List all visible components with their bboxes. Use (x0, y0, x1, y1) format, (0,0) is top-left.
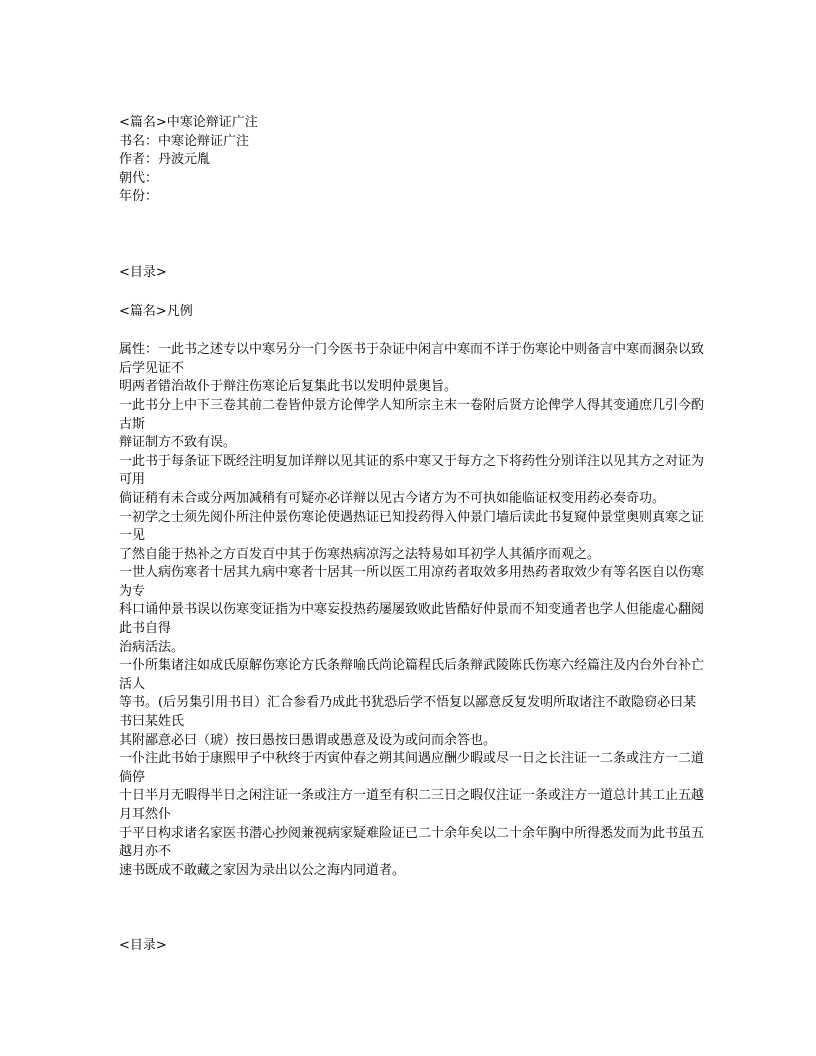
body-line: 一此书分上中下三卷其前二卷皆仲景方论俾学人知所宗主末一卷附后贤方论俾学人得其变通庶几引今酌古斯 (119, 397, 705, 432)
body-text (119, 341, 709, 880)
toc-link[interactable]: <目录> (119, 938, 167, 954)
body-line: 十日半月无暇得半日之闲注证一条或注方一道至有积二三日之暇仅注证一条或注方一道总计其工止五越月耳然仆 (119, 788, 705, 822)
section-title: <篇名>凡例 (119, 303, 193, 319)
document-page (119, 114, 709, 956)
toc-link[interactable]: <目录> (119, 264, 167, 280)
spacer (119, 321, 709, 341)
body-line: 明两者错治故仆于辩注伤寒论后复集此书以发明仲景奥旨。 (119, 379, 458, 395)
body-line: 一仆注此书始于康熙甲子中秋终于丙寅仲春之朔其间遇应酬少暇或尽一日之长注证一二条或注方一二道倘停 (119, 751, 705, 785)
body-line: 科口诵仲景书误以伤寒变证指为中寒妄投热药屡屡致败此皆酷好仲景而不知变通者也学人但能虚心翻阅此书自得 (119, 602, 705, 637)
piece-name: <篇名>中寒论辩证广注 (119, 115, 258, 130)
spacer (119, 283, 709, 303)
body-line: 属性：一此书之述专以中寒另分一门今医书于杂证中闲言中寒而不详于伤寒论中则备言中寒而溷杂以致后学见证不 (119, 342, 705, 376)
body-line: 一仆所集诸注如成氏原解伤寒论方氏条辩喻氏尚论篇程氏后条辩武陵陈氏伤寒六经篇注及内台外台补亡活人 (119, 658, 705, 692)
spacer (119, 207, 709, 264)
dynasty: 朝代： (119, 170, 159, 186)
body-line: 于平日构求诸名家医书潜心抄阅兼视病家疑难险证已二十余年矣以二十余年胸中所得悉发而为此书虽五越月亦不 (119, 825, 705, 860)
body-line: 辩证制方不致有误。 (119, 435, 237, 451)
body-line: 一此书于每条证下既经注明复加详辩以见其证的系中寒又于每方之下将药性分别详注以见其方之对证为可用 (119, 453, 705, 488)
body-line: 一初学之士须先阅仆所注仲景伤寒论使遇热证已知投药得入仲景门墙后读此书复窥仲景堂奥则真寒之证一见 (119, 509, 705, 544)
body-line: 等书。(后另集引用书目）汇合参看乃成此书犹恐后学不悟复以鄙意反复发明所取诸注不敢隐窃必曰某书曰某姓氏 (119, 695, 697, 730)
body-line: 速书既成不敢藏之家因为录出以公之海内同道者。 (119, 862, 406, 878)
book-name: 书名：中寒论辩证广注 (119, 133, 250, 149)
year: 年份： (119, 189, 159, 205)
body-line: 倘证稍有未合或分两加减稍有可疑亦必详辩以见古今诸方为不可执如能临证权变用药必奏奇功。 (119, 490, 666, 506)
body-line: 了然自能于热补之方百发百中其于伤寒热病凉泻之法特易如耳初学人其循序而观之。 (119, 546, 601, 562)
author: 作者：丹波元胤 (119, 152, 211, 168)
body-line: 其附鄙意必曰（琥）按曰愚按曰愚谓或愚意及设为或问而余答也。 (119, 732, 497, 748)
body-line: 一世人病伤寒者十居其九病中寒者十居其一所以医工用凉药者取效多用热药者取效少有等名医自以伤寒为专 (119, 565, 705, 599)
spacer (119, 880, 709, 937)
body-line: 治病活法。 (119, 639, 185, 655)
